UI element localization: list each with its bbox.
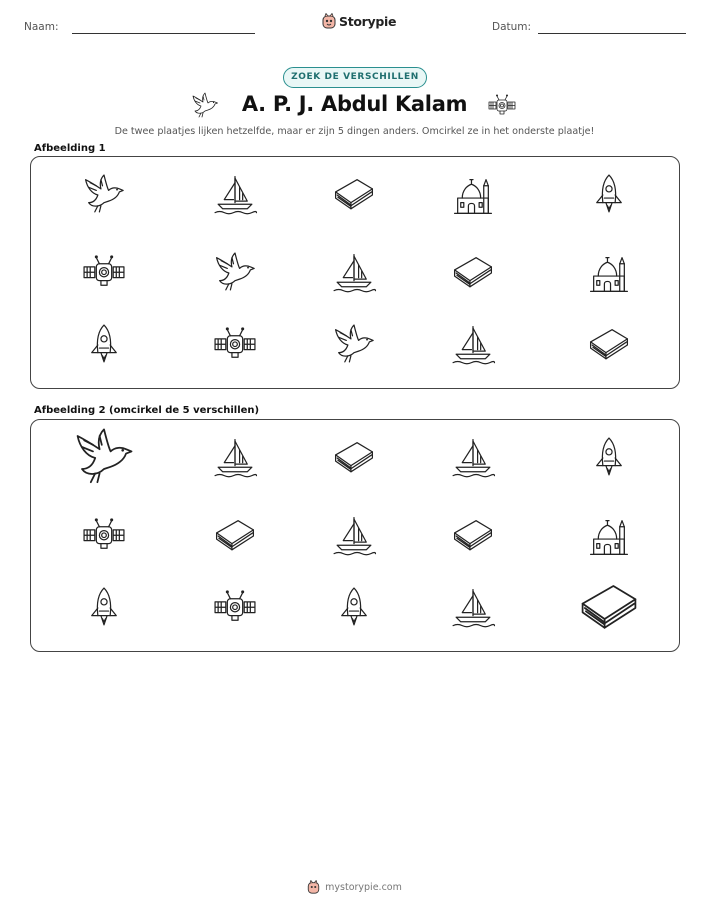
satellite-icon	[487, 91, 517, 125]
name-line[interactable]	[72, 33, 255, 34]
brand-logo	[322, 13, 396, 29]
storypie-mascot-icon	[322, 13, 336, 29]
picture-2-panel[interactable]	[30, 419, 680, 652]
satellite-icon[interactable]	[81, 513, 127, 563]
dove-icon	[331, 322, 377, 372]
rocket-icon	[81, 322, 127, 372]
satellite-icon	[81, 250, 127, 300]
mosque-icon	[586, 250, 632, 300]
book-icon	[331, 172, 377, 222]
date-line[interactable]	[538, 33, 686, 34]
sailboat-icon	[212, 172, 258, 222]
book-icon[interactable]	[450, 513, 496, 563]
footer	[0, 880, 709, 894]
dove-icon[interactable]	[71, 425, 137, 495]
sailboat-icon[interactable]	[212, 435, 258, 485]
brand-name: Storypie	[339, 13, 397, 29]
storypie-mascot-icon	[307, 880, 320, 894]
date-label: Datum:	[492, 21, 532, 33]
satellite-icon[interactable]	[212, 585, 258, 635]
book-icon[interactable]	[212, 513, 258, 563]
name-label: Naam:	[24, 21, 59, 33]
dove-icon	[190, 91, 220, 125]
footer-url[interactable]: mystorypie.com	[325, 881, 402, 893]
dove-icon	[212, 250, 258, 300]
rocket-icon	[586, 172, 632, 222]
sailboat-icon	[450, 322, 496, 372]
instructions: De twee plaatjes lijken hetzelfde, maar er zijn 5 dingen anders. Omcirkel ze in het onderste plaatje!	[114, 126, 595, 137]
book-icon[interactable]	[331, 435, 377, 485]
book-icon	[586, 322, 632, 372]
panel-1-label: Afbeelding 1	[34, 143, 106, 154]
sailboat-icon[interactable]	[450, 435, 496, 485]
mosque-icon[interactable]	[586, 513, 632, 563]
sailboat-icon[interactable]	[450, 585, 496, 635]
mosque-icon	[450, 172, 496, 222]
book-icon[interactable]	[576, 575, 642, 645]
panel-2-label: Afbeelding 2 (omcirkel de 5 verschillen)	[34, 405, 260, 416]
satellite-icon	[212, 322, 258, 372]
picture-1-panel	[30, 156, 680, 389]
page-title: A. P. J. Abdul Kalam	[241, 92, 468, 116]
rocket-icon[interactable]	[331, 585, 377, 635]
activity-badge: ZOEK DE VERSCHILLEN	[283, 67, 427, 88]
book-icon	[450, 250, 496, 300]
rocket-icon[interactable]	[586, 435, 632, 485]
sailboat-icon[interactable]	[331, 513, 377, 563]
dove-icon	[81, 172, 127, 222]
sailboat-icon	[331, 250, 377, 300]
rocket-icon[interactable]	[81, 585, 127, 635]
